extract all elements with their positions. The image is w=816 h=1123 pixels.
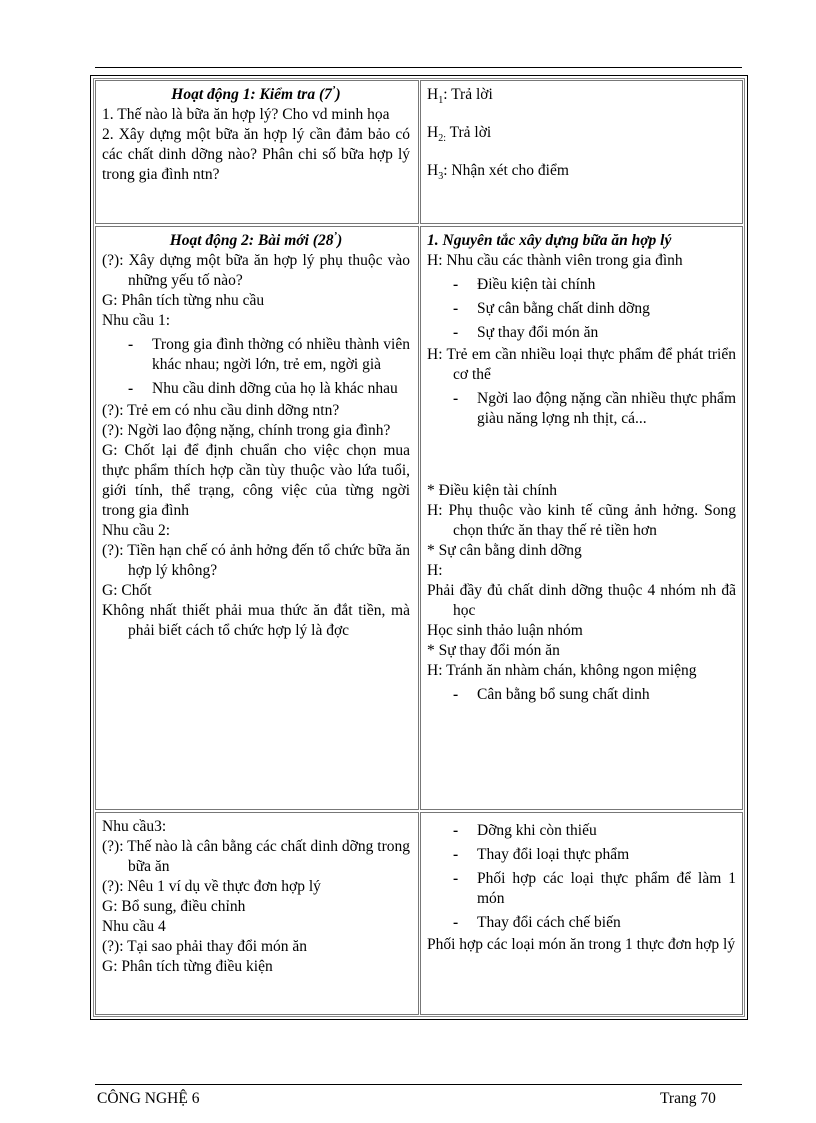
r2-section-balance: * Sự cân bằng dinh dỡng (427, 542, 582, 559)
r3-need-4: Nhu cầu 4 (102, 918, 166, 935)
footer-rule (95, 1084, 742, 1085)
principle-title: 1. Nguyên tắc xây dựng bữa ăn hợp lý (427, 232, 672, 249)
r3-question-1: (?): Thế nào là cân bằng các chất dinh dỡng trong bữa ăn (102, 838, 410, 875)
lesson-table (90, 75, 748, 1020)
activity1-student-cell (420, 80, 743, 224)
a2-question-3: (?): Ngời lao động nặng, chính trong gia đình? (102, 422, 391, 439)
a2-bullet-1: - Trong gia đình thờng có nhiều thành viên khác nhau; ngời lớn, trẻ em, ngời già (128, 336, 410, 373)
a2-question-4: (?): Tiền hạn chế có ảnh hởng đến tổ chức bữa ăn hợp lý không? (102, 542, 410, 579)
r2-bullet-1: - Điều kiện tài chính (453, 276, 596, 293)
r3-question-2: (?): Nêu 1 ví dụ về thực đơn hợp lý (102, 878, 321, 895)
answer-h1: $H_1$: Trả lời (427, 86, 493, 107)
r3-bullet-1: - Dỡng khi còn thiếu (453, 822, 597, 839)
a2-need-1: Nhu cầu 1: (102, 312, 171, 329)
r2-answer-2: H: Trẻ em cần nhiều loại thực phẩm để phát triển cơ thể (427, 346, 736, 383)
a2-guide-2: G: Chốt lại để định chuẩn cho việc chọn mua thực phẩm thích hợp cần tùy thuộc vào lứa tuổi, giới tính, thể trạng, công việc của từng ngời trong gia đình (102, 442, 410, 519)
r2-bullet-4: - Ngời lao động nặng cần nhiều thực phẩm giàu năng lợng nh thịt, cá... (453, 390, 736, 427)
r3-question-3: (?): Tại sao phải thay đổi món ăn (102, 938, 308, 955)
a2-guide-3: G: Chốt (102, 582, 152, 599)
a2-conclusion: Không nhất thiết phải mua thức ăn đắt tiền, mà phải biết cách tổ chức hợp lý là đợc (102, 602, 410, 639)
activity1-teacher-cell (95, 80, 419, 224)
r3-point-1: Phối hợp các loại món ăn trong 1 thực đơn hợp lý (427, 936, 736, 953)
activity1-title: Hoạt động 1: Kiểm tra (7’) (171, 83, 341, 103)
r2-answer-3: H: Phụ thuộc vào kinh tế cũng ảnh hởng. Song chọn thức ăn thay thế rẻ tiền hơn (427, 502, 736, 539)
r2-answer-1: H: Nhu cầu các thành viên trong gia đình (427, 252, 683, 269)
activity2-teacher-cell (95, 226, 419, 810)
r3-guide-1: G: Bổ sung, điều chỉnh (102, 898, 246, 915)
r3-need-3: Nhu cầu3: (102, 818, 167, 835)
r2-point-1: Phải đầy đủ chất dinh dỡng thuộc 4 nhóm nh đã học (427, 582, 736, 619)
r2-section-change: * Sự thay đổi món ăn (427, 642, 560, 659)
answer-h3: $H_3$: Nhận xét cho điểm (427, 162, 569, 183)
activity2-student-cell (420, 226, 743, 810)
r2-bullet-2: - Sự cân bằng chất dinh dỡng (453, 300, 650, 317)
a2-question-1: (?): Xây dựng một bữa ăn hợp lý phụ thuộc vào những yếu tố nào? (102, 252, 410, 289)
needs-student-cell (420, 812, 743, 1015)
question-2: 2. Xây dựng một bữa ăn hợp lý cần đảm bảo có các chất dinh dỡng nào? Phân chi số bữa hợp lý trong gia đình ntn? (102, 126, 410, 183)
header-rule (95, 67, 742, 68)
footer-subject: CÔNG NGHỆ 6 (97, 1090, 200, 1107)
r2-answer-4: H: (427, 562, 443, 579)
footer-page-number: Trang 70 (660, 1090, 716, 1107)
r2-answer-5: H: Tránh ăn nhàm chán, không ngon miệng (427, 662, 697, 679)
r2-point-2: Học sinh thảo luận nhóm (427, 622, 583, 639)
r2-section-finance: * Điều kiện tài chính (427, 482, 557, 499)
r2-bullet-5: - Cân bằng bổ sung chất dinh (453, 686, 650, 703)
needs-teacher-cell (95, 812, 419, 1015)
a2-need-2: Nhu cầu 2: (102, 522, 171, 539)
r3-guide-2: G: Phân tích từng điều kiện (102, 958, 273, 975)
activity2-title: Hoạt động 2: Bài mới (28’) (169, 229, 343, 249)
r3-bullet-3: - Phối hợp các loại thực phẩm để làm 1 món (453, 870, 736, 907)
question-1: 1. Thế nào là bữa ăn hợp lý? Cho vd minh họa (102, 106, 390, 123)
a2-guide-1: G: Phân tích từng nhu cầu (102, 292, 265, 309)
r3-bullet-2: - Thay đổi loại thực phẩm (453, 846, 630, 863)
a2-bullet-2: - Nhu cầu dinh dỡng của họ là khác nhau (128, 380, 398, 397)
r3-bullet-4: - Thay đổi cách chế biến (453, 914, 621, 931)
a2-question-2: (?): Trẻ em có nhu cầu dinh dỡng ntn? (102, 402, 340, 419)
answer-h2: $H_{2:}$ Trả lời (427, 124, 492, 145)
r2-bullet-3: - Sự thay đổi món ăn (453, 324, 599, 341)
